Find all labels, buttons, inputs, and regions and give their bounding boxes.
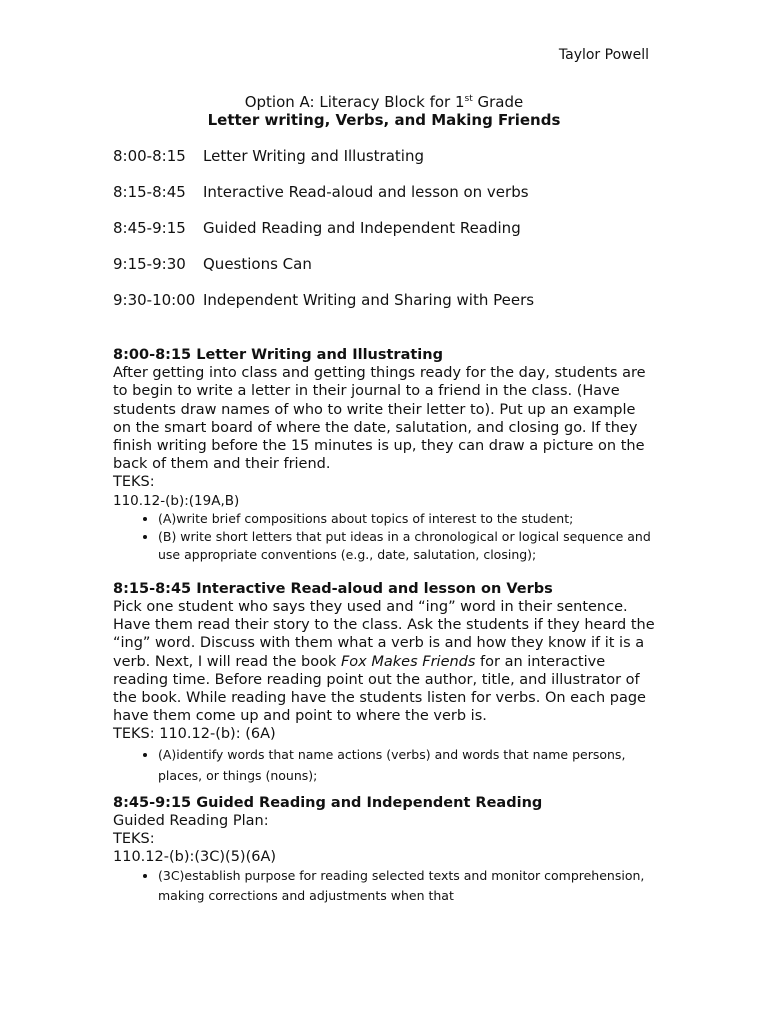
teks-label: TEKS: <box>113 831 155 848</box>
body-text: Pick one student who says they used and “ing” word in their sentence. Have them read their story to the class. Ask the students if they heard the “ing” word. Discuss with them what a verb is and how they know if it is a verb. Next, I will read the book <box>113 599 655 670</box>
schedule-time: 9:15-9:30 <box>113 255 186 273</box>
body-text: for an interactive reading time. Before reading point out the author, title, and illustrator of the book. While reading have the students listen for verbs. On each page have them come up and point to where the verb is. <box>113 653 646 725</box>
section-body <box>113 598 658 725</box>
schedule-row <box>113 147 424 165</box>
schedule-activity: Interactive Read-aloud and lesson on verbs <box>203 183 529 201</box>
teks-list <box>113 866 658 906</box>
teks-list <box>113 744 658 786</box>
teks-list <box>113 510 658 564</box>
schedule-time: 9:30-10:00 <box>113 291 196 309</box>
section-read-aloud <box>113 580 658 786</box>
section-heading: 8:00-8:15 Letter Writing and Illustrating <box>113 347 443 363</box>
schedule-row <box>113 291 534 309</box>
teks-label: TEKS: <box>113 474 155 491</box>
list-item: • (A)identify words that name actions (verbs) and words that name persons, places, or things (nouns); <box>158 744 658 786</box>
list-item: • (B) write short letters that put ideas in a chronological or logical sequence and use appropriate conventions (e.g., date, salutation, closing); <box>158 528 658 564</box>
schedule-row <box>113 219 521 237</box>
title-superscript: st <box>464 94 473 104</box>
lesson-details <box>113 346 658 906</box>
teks-code: 110.12-(b):(19A,B) <box>113 492 240 509</box>
schedule-time: 8:15-8:45 <box>113 183 186 201</box>
section-body: After getting into class and getting things ready for the day, students are to begin to write a letter in their journal to a friend in the class. (Have students draw names of who to write their letter to). Put up an example on the smart board of where the date, salutation, and closing go. If they finish writing before the 15 minutes is up, they can draw a picture on the back of them and their friend. <box>113 365 646 473</box>
schedule-time: 8:45-9:15 <box>113 219 186 237</box>
document-subtitle: Letter writing, Verbs, and Making Friends <box>207 111 561 129</box>
plan-label: Guided Reading Plan: <box>113 812 269 829</box>
schedule-activity: Letter Writing and Illustrating <box>203 147 424 165</box>
book-title: Fox Makes Friends <box>340 653 476 670</box>
author-name: Taylor Powell <box>558 47 649 63</box>
section-heading: 8:15-8:45 Interactive Read-aloud and lesson on Verbs <box>113 580 553 597</box>
schedule-activity: Independent Writing and Sharing with Peers <box>203 291 535 309</box>
schedule-time: 8:00-8:15 <box>113 147 186 165</box>
document-title <box>0 93 768 112</box>
title-suffix: Grade <box>472 93 524 111</box>
section-guided-reading <box>113 794 658 907</box>
schedule-row <box>113 255 312 273</box>
schedule-activity: Questions Can <box>203 255 312 273</box>
title-prefix: Option A: Literacy Block for 1 <box>244 93 465 111</box>
teks-code: 110.12-(b):(3C)(5)(6A) <box>113 849 277 866</box>
schedule-activity: Guided Reading and Independent Reading <box>203 219 521 237</box>
teks-code: TEKS: 110.12-(b): (6A) <box>113 726 276 743</box>
list-item: • (A)write brief compositions about topics of interest to the student; <box>158 510 658 528</box>
section-letter-writing <box>113 346 658 564</box>
list-item: • (3C)establish purpose for reading selected texts and monitor comprehension, making corrections and adjustments when that <box>158 866 658 906</box>
schedule-row <box>113 183 529 201</box>
section-heading: 8:45-9:15 Guided Reading and Independent Reading <box>113 794 543 811</box>
